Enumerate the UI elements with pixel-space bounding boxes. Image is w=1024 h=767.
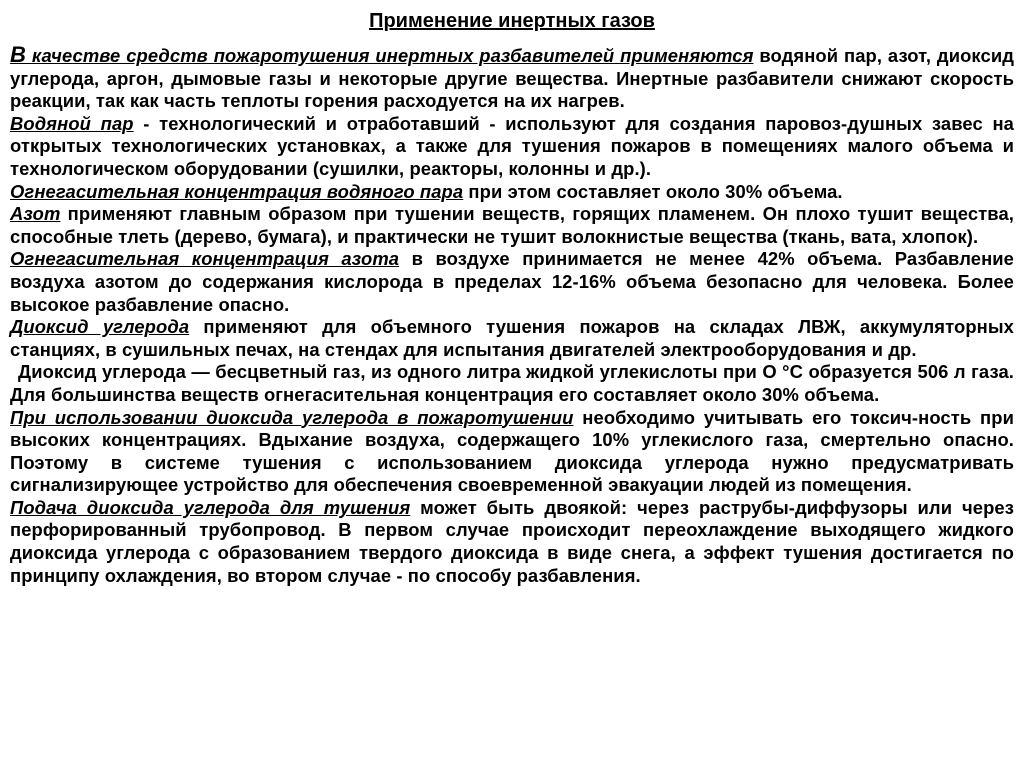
paragraph-term: Подача диоксида углерода для тушения	[10, 496, 411, 518]
paragraph-text: применяют для объемного тушения пожаров на складах ЛВЖ, аккумуляторных станциях, в сушильных печах, на стендах для испытания двигателей электрооборудования и др.	[10, 316, 1014, 360]
paragraph-co2-delivery	[10, 497, 1014, 587]
slide-body	[10, 44, 1014, 587]
paragraph-text: Диоксид углерода — бесцветный газ, из одного литра жидкой углекислоты при О °С образуется 506 л газа. Для большинства веществ огнегасительная концентрация его составляет около 30% объема.	[10, 361, 1014, 405]
paragraph-text: применяют главным образом при тушении веществ, горящих пламенем. Он плохо тушит вещества, способные тлеть (дерево, бумага), и практически не тушит волокнистые вещества (ткань, вата, хлопок).	[10, 203, 1014, 247]
paragraph-term: При использовании диоксида углерода в пожаротушении	[10, 406, 574, 428]
slide-title: Применение инертных газов	[369, 10, 655, 32]
paragraph-term: Огнегасительная концентрация азота	[10, 248, 400, 270]
paragraph-co2-properties	[10, 361, 1014, 406]
paragraph-steam-concentration	[10, 181, 1014, 204]
paragraph-nitrogen	[10, 203, 1014, 248]
paragraph-text: может быть двоякой: через раструбы-диффузоры или через перфорированный трубопровод. В первом случае происходит переохлаждение выходящего жидкого диоксида углерода с образованием твердого диоксида в виде снега, а эффект тушения достигается по принципу охлаждения, во втором случае - по способу разбавления.	[10, 496, 1015, 586]
paragraph-term: Водяной пар	[10, 112, 134, 134]
paragraph-term: качестве средств пожаротушения инертных разбавителей применяются	[26, 45, 754, 66]
paragraph-text: при этом составляет около 30% объема.	[463, 180, 843, 202]
paragraph-text: необходимо учитывать его токсич-ность при высоких концентрациях. Вдыхание воздуха, содержащего 10% углекислого газа, смертельно опасно. Поэтому в системе тушения с использованием диоксида углерода нужно предусматривать сигнализирующее устройство для обеспечения своевременной эвакуации людей из помещения.	[10, 406, 1015, 496]
paragraph-term: Азот	[10, 203, 61, 225]
paragraph-text: - технологический и отработавший - используют для создания паровоз-душных завес на открытых технологических установках, а также для тушения пожаров в помещениях малого объема и технологическом оборудовании (сушилки, реакторы, колонны и др.).	[10, 112, 1014, 179]
paragraph-intro	[10, 44, 1014, 113]
paragraph-term: Диоксид углерода	[10, 316, 190, 338]
paragraph-lead-cap: В	[10, 42, 26, 67]
paragraph-text: в воздухе принимается не менее 42% объема. Разбавление воздуха азотом до содержания кислорода в пределах 12-16% объема безопасно для человека. Более высокое разбавление опасно.	[10, 248, 1015, 315]
paragraph-steam	[10, 113, 1014, 181]
paragraph-text: водяной пар, азот, диоксид углерода, аргон, дымовые газы и некоторые другие вещества. Инертные разбавители снижают скорость реакции, так как часть теплоты горения расходуется на их нагрев.	[10, 45, 1014, 112]
paragraph-term: Огнегасительная концентрация водяного пара	[10, 180, 464, 202]
paragraph-nitrogen-concentration	[10, 248, 1014, 316]
paragraph-co2-toxicity	[10, 407, 1014, 497]
paragraph-co2	[10, 316, 1014, 361]
